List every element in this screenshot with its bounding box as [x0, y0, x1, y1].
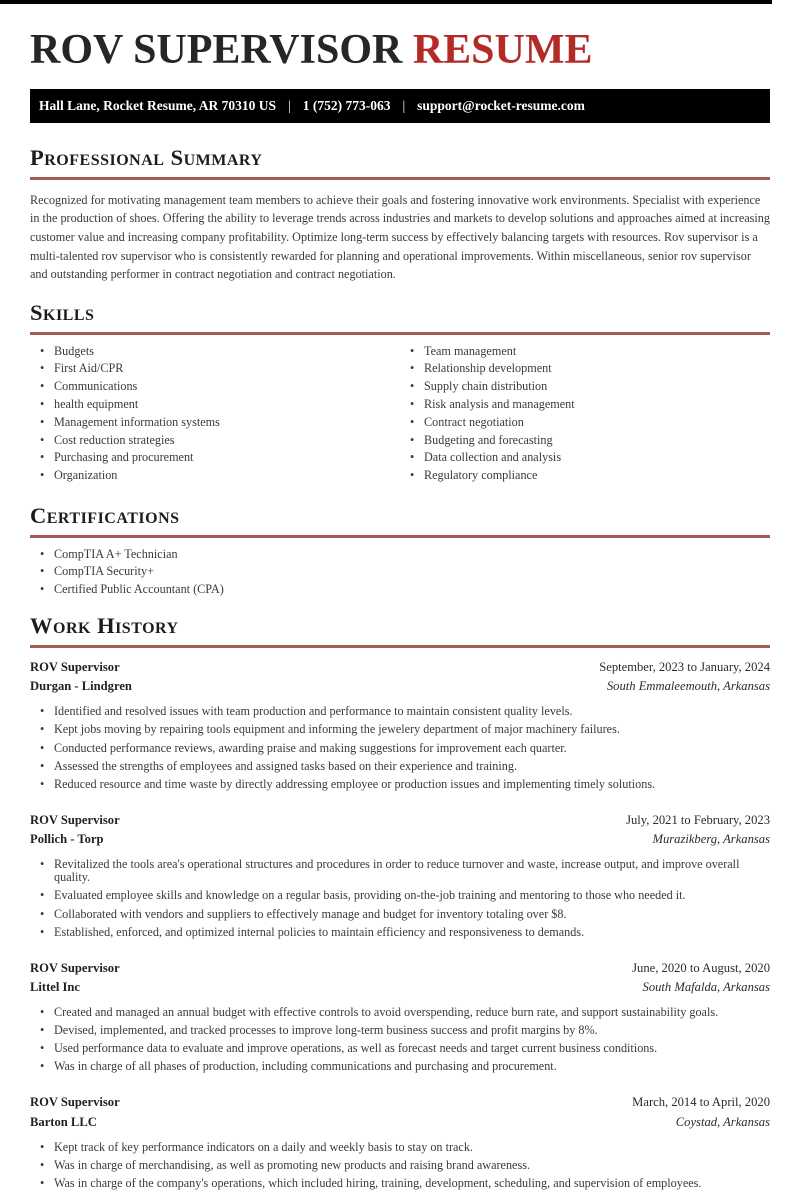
job-subheader-row	[30, 981, 770, 995]
skill-item: • Management information systems	[30, 416, 400, 429]
job-company: Pollich - Torp	[30, 832, 104, 847]
job-company: Littel Inc	[30, 980, 81, 995]
skill-item: • Budgeting and forecasting	[400, 434, 770, 447]
job-dates: March, 2014 to April, 2020	[632, 1095, 770, 1110]
job-bullet: • Revitalized the tools area's operational structures and procedures in order to reduce turnover and waste, increase output, and improve overall quality.	[30, 858, 770, 884]
job-bullet: • Established, enforced, and optimized internal policies to maintain efficiency and responsiveness to demands.	[30, 926, 770, 939]
certification-item: • CompTIA A+ Technician	[30, 548, 770, 561]
job-bullet-list	[30, 1141, 770, 1190]
job-dates: June, 2020 to August, 2020	[632, 960, 770, 975]
skill-item: • Contract negotiation	[400, 416, 770, 429]
job-subheader-row	[30, 833, 770, 847]
skill-item: • Organization	[30, 469, 400, 482]
job-header-row	[30, 1096, 770, 1110]
job-bullet: • Kept jobs moving by repairing tools equipment and informing the jewelery department of major machinery failures.	[30, 723, 770, 736]
job-location: South Mafalda, Arkansas	[642, 980, 770, 995]
work-history-heading: Work History	[30, 613, 179, 639]
job-bullet: • Used performance data to evaluate and improve operations, as well as forecast needs and target current business conditions.	[30, 1042, 770, 1055]
skills-column-right	[400, 335, 770, 487]
job-dates: September, 2023 to January, 2024	[599, 660, 770, 675]
job-bullet: • Collaborated with vendors and suppliers to effectively manage and budget for inventory totaling over $8.	[30, 908, 770, 921]
job-bullet: • Kept track of key performance indicators on a daily and weekly basis to stay on track.	[30, 1141, 770, 1154]
job-header-row	[30, 814, 770, 828]
skills-list-right	[400, 345, 770, 483]
job-entry	[30, 814, 770, 939]
job-entry	[30, 661, 770, 791]
heading-rule	[30, 177, 770, 180]
certifications-heading: Certifications	[30, 502, 180, 528]
job-bullet: • Conducted performance reviews, awarding praise and making suggestions for improvement each quarter.	[30, 742, 770, 755]
skill-item: • Cost reduction strategies	[30, 434, 400, 447]
heading-rule	[30, 535, 770, 538]
skills-column-left	[30, 335, 400, 487]
skill-item: • Regulatory compliance	[400, 469, 770, 482]
job-header-row	[30, 962, 770, 976]
job-bullet-list	[30, 705, 770, 791]
contact-address: Hall Lane, Rocket Resume, AR 70310 US	[39, 98, 276, 114]
top-accent-bar	[0, 0, 772, 4]
job-bullet: • Identified and resolved issues with team production and performance to maintain consistent quality levels.	[30, 705, 770, 718]
section-certifications	[30, 504, 770, 596]
job-title: ROV Supervisor	[30, 812, 120, 827]
skills-heading: Skills	[30, 299, 95, 325]
skill-item: • Supply chain distribution	[400, 380, 770, 393]
skill-item: • Data collection and analysis	[400, 451, 770, 464]
certification-item: • Certified Public Accountant (CPA)	[30, 583, 770, 596]
skill-item: • Relationship development	[400, 362, 770, 375]
skill-item: • Purchasing and procurement	[30, 451, 400, 464]
certifications-list	[30, 548, 770, 597]
job-bullet: • Created and managed an annual budget with effective controls to avoid overspending, reduce burn rate, and support sustainability goals.	[30, 1006, 770, 1019]
job-bullet-list	[30, 858, 770, 939]
skill-item: • First Aid/CPR	[30, 362, 400, 375]
page-title-resume: RESUME	[412, 27, 593, 73]
job-location: Coystad, Arkansas	[675, 1114, 770, 1129]
job-bullet: • Assessed the strengths of employees and assigned tasks based on their experience and training.	[30, 760, 770, 773]
resume-page	[30, 28, 770, 1190]
contact-separator: |	[288, 98, 291, 114]
heading-rule	[30, 645, 770, 648]
job-title: ROV Supervisor	[30, 960, 120, 975]
skill-item: • health equipment	[30, 398, 400, 411]
job-bullet: • Devised, implemented, and tracked processes to improve long-term business success and profit margins by 8%.	[30, 1024, 770, 1037]
job-bullet: • Was in charge of merchandising, as well as promoting new products and raising brand awareness.	[30, 1159, 770, 1172]
contact-bar	[30, 89, 770, 123]
job-bullet: • Evaluated employee skills and knowledge on a regular basis, providing on-the-job training and mentoring to those who needed it.	[30, 889, 770, 902]
job-entry	[30, 1096, 770, 1190]
skill-item: • Risk analysis and management	[400, 398, 770, 411]
contact-phone: 1 (752) 773-063	[302, 98, 391, 114]
section-professional-summary	[30, 146, 770, 284]
page-title-role: ROV SUPERVISOR	[30, 27, 403, 73]
job-dates: July, 2021 to February, 2023	[626, 812, 770, 827]
summary-text: Recognized for motivating management team members to achieve their goals and fostering innovative work environments. Specialist with experience in the production of shoes. Offering the ability to leverage trends across industries and markets to develop solutions and approaches aimed at increasing customer value and increasing company profitability. Optimize long-term success by effectively balancing targets with resources. Rov supervisor is a multi-talented rov supervisor who is consistently rewarded for planning and operational improvements. Within miscellaneous, senior rov supervisor and outstanding performer in contract negotiation and contract negotiation.	[30, 192, 770, 282]
skills-list-left	[30, 345, 400, 483]
skills-columns	[30, 335, 770, 487]
job-bullet: • Reduced resource and time waste by directly addressing employee or production issues and implementing timely solutions.	[30, 778, 770, 791]
contact-email: support@rocket-resume.com	[417, 98, 585, 114]
skill-item: • Communications	[30, 380, 400, 393]
job-bullet: • Was in charge of all phases of production, including communications and purchasing and procurement.	[30, 1060, 770, 1073]
skill-item: • Budgets	[30, 345, 400, 358]
contact-separator: |	[402, 98, 406, 114]
page-title	[30, 28, 770, 72]
job-company: Durgan - Lindgren	[30, 679, 132, 694]
job-subheader-row	[30, 680, 770, 694]
job-bullet-list	[30, 1006, 770, 1074]
certification-item: • CompTIA Security+	[30, 565, 770, 578]
job-title: ROV Supervisor	[30, 660, 120, 675]
job-subheader-row	[30, 1116, 770, 1130]
section-work-history	[30, 614, 770, 1190]
summary-heading: Professional Summary	[30, 145, 263, 171]
skill-item: • Team management	[400, 345, 770, 358]
job-title: ROV Supervisor	[30, 1095, 120, 1110]
job-company: Barton LLC	[30, 1114, 97, 1129]
job-header-row	[30, 661, 770, 675]
section-skills	[30, 301, 770, 487]
job-location: Murazikberg, Arkansas	[652, 832, 770, 847]
job-location: South Emmaleemouth, Arkansas	[606, 679, 770, 694]
job-entry	[30, 962, 770, 1074]
job-bullet: • Was in charge of the company's operations, which included hiring, training, development, scheduling, and supervision of employees.	[30, 1177, 770, 1190]
